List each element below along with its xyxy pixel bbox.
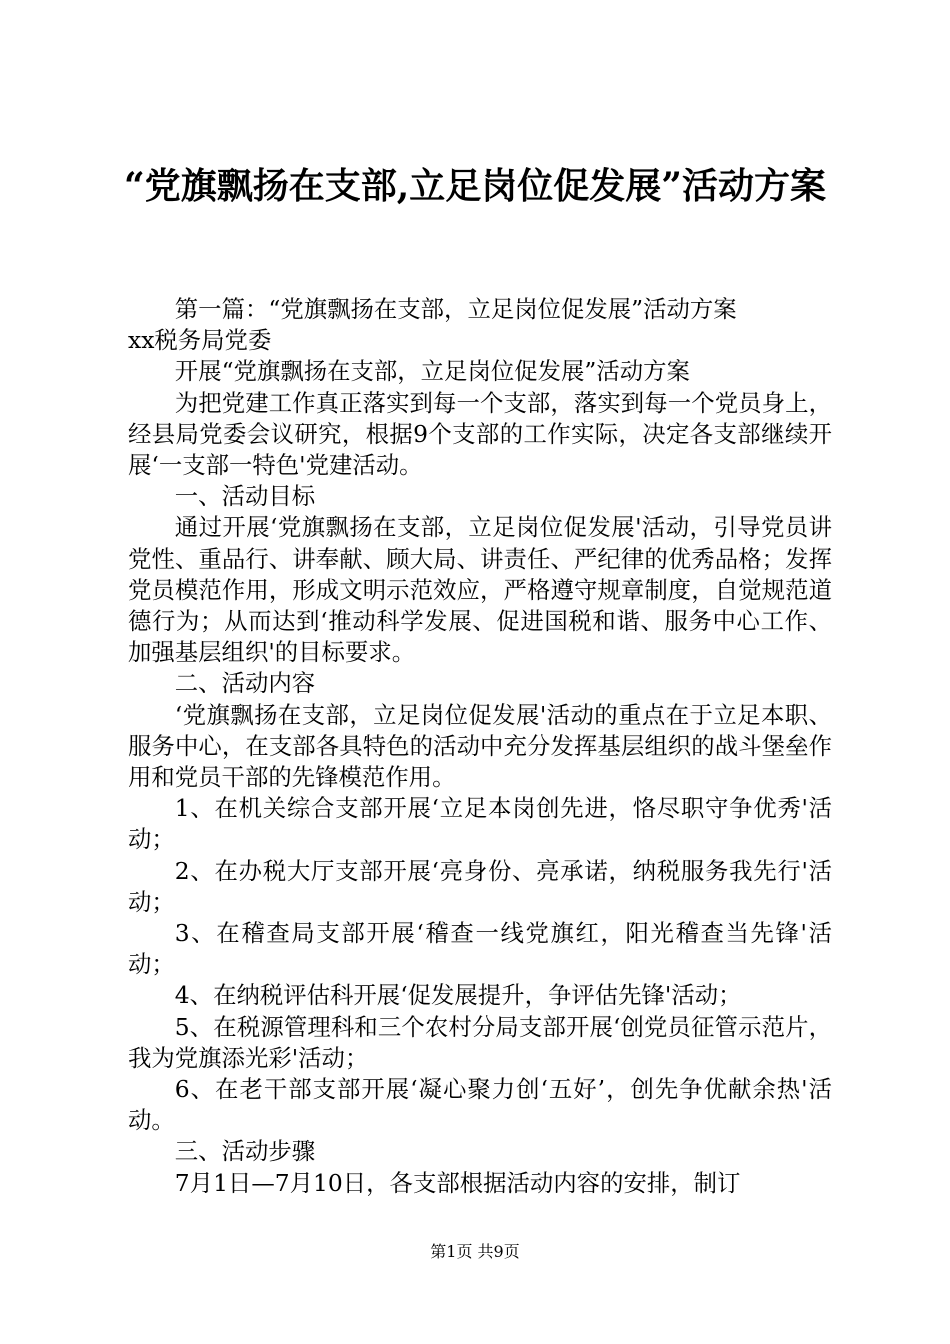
list-item-4: 4、在纳税评估科开展‘促发展提升，争评估先锋'活动； <box>174 981 742 1010</box>
list-item-6: 6、在老干部支部开展‘凝心聚力创‘五好’，创先争优献余热'活动。 <box>128 1075 832 1135</box>
document-body <box>128 294 832 1199</box>
page-indicator: 第1页 共9页 <box>430 1242 520 1261</box>
heading-content: 二、活动内容 <box>174 669 316 698</box>
paragraph-content: ‘党旗飘扬在支部，立足岗位促发展'活动的重点在于立足本职、服务中心，在支部各具特色的活动中充分发挥基层组织的战斗堡垒作用和党员干部的先锋模范作用。 <box>128 700 832 792</box>
list-item-2: 2、在办税大厅支部开展‘亮身份、亮承诺，纳税服务我先行'活动； <box>128 856 832 916</box>
paragraph-objectives: 通过开展‘党旗飘扬在支部，立足岗位促发展'活动，引导党员讲党性、重品行、讲奉献、顾大局、讲责任、严纪律的优秀品格；发挥党员模范作用，形成文明示范效应，严格遵守规章制度，自觉规范道德行为；从而达到‘推动科学发展、促进国税和谐、服务中心工作、加强基层组织'的目标要求。 <box>128 513 832 667</box>
paragraph-intro: 为把党建工作真正落实到每一个支部，落实到每一个党员身上，经县局党委会议研究，根据9个支部的工作实际，决定各支部继续开展‘一支部一特色'党建活动。 <box>128 388 832 480</box>
heading-objectives: 一、活动目标 <box>174 482 316 511</box>
document-title: “党旗飘扬在支部,立足岗位促发展”活动方案 <box>124 165 826 207</box>
heading-steps: 三、活动步骤 <box>174 1137 316 1166</box>
list-item-1: 1、在机关综合支部开展‘立足本岗创先进，恪尽职守争优秀'活动； <box>128 794 832 854</box>
list-item-5: 5、在税源管理科和三个农村分局支部开展‘创党员征管示范片，我为党旗添光彩'活动； <box>128 1012 832 1072</box>
paragraph-plan-title: 开展“党旗飘扬在支部，立足岗位促发展”活动方案 <box>174 357 690 386</box>
paragraph-steps: 7月1日—7月10日，各支部根据活动内容的安排，制订 <box>174 1168 741 1197</box>
list-item-3: 3、在稽查局支部开展‘稽查一线党旗红，阳光稽查当先锋'活动； <box>128 919 832 979</box>
paragraph-section-heading: 第一篇：“党旗飘扬在支部，立足岗位促发展”活动方案 <box>174 295 737 323</box>
paragraph-issuer: xx税务局党委 <box>128 326 272 355</box>
